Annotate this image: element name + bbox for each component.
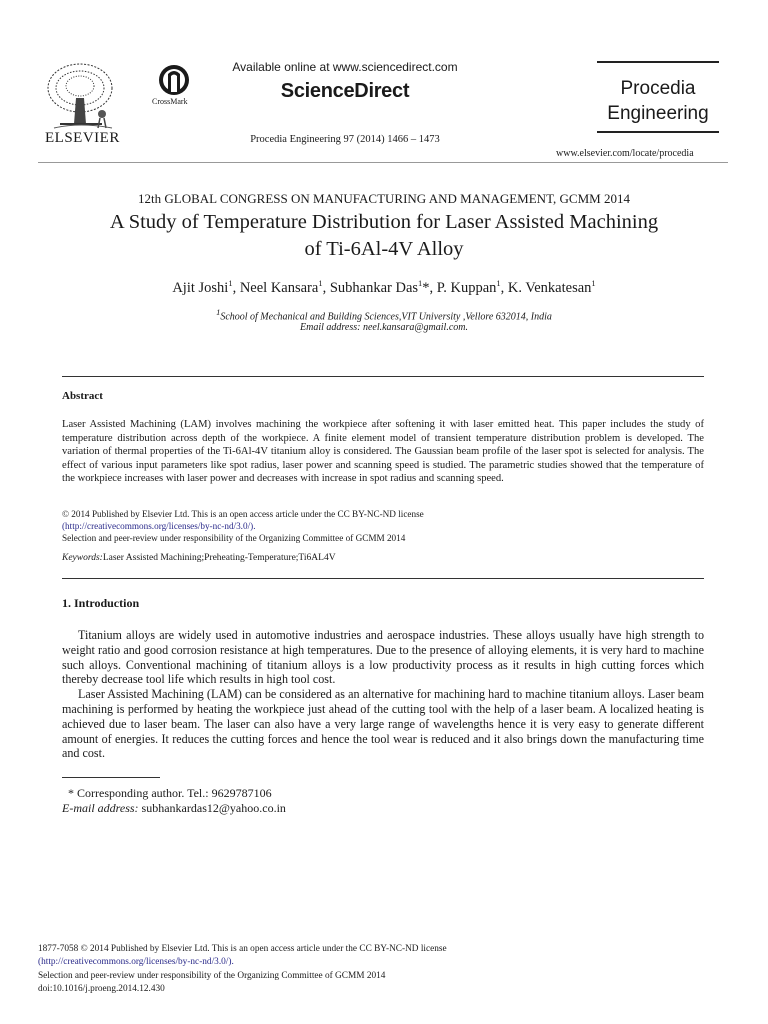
- sciencedirect-wordmark[interactable]: ScienceDirect: [280, 80, 410, 102]
- abstract-bottom-rule: [62, 578, 704, 579]
- section-heading: 1. Introduction: [62, 596, 140, 610]
- author-separator: *,: [422, 279, 437, 296]
- journal-name-line1: Procedia: [620, 78, 696, 99]
- doi[interactable]: doi:10.1016/j.proeng.2014.12.430: [38, 984, 165, 994]
- author-separator: ,: [500, 279, 508, 296]
- author-affiliation-mark: 1: [418, 278, 423, 288]
- keywords-text: Laser Assisted Machining;Preheating-Temperature;Ti6AL4V: [102, 553, 336, 563]
- author-name: Subhankar Das: [329, 279, 419, 296]
- abstract-top-rule: [62, 376, 704, 377]
- author-affiliation-mark: 1: [591, 278, 596, 288]
- introduction-body: [62, 628, 704, 761]
- paragraph: Laser Assisted Machining (LAM) can be considered as an alternative for machining hard to machine titanium alloys. Laser beam machining is performed by heating the workpiece just ahead of the cutting tool with the help of a laser beam. A localized heating is achieved due to laser beam. The laser can also have a very large range of wavelengths hence it is very easy to generate different amount of energies. It reduces the cutting forces and hence the tool wear is reduced and it also brings down the manufacturing time and cost.: [62, 687, 704, 761]
- peer-review-note: Selection and peer-review under responsibility of the Organizing Committee of GCMM 2014: [62, 533, 406, 543]
- journal-box-bottom-rule: [597, 131, 719, 133]
- keywords: [62, 553, 336, 563]
- author-separator: ,: [232, 279, 240, 296]
- available-online-text: Available online at www.sciencedirect.com: [232, 60, 458, 74]
- paper-title-line2: of Ti-6Al-4V Alloy: [304, 238, 464, 260]
- author-affiliation-mark: 1: [228, 278, 233, 288]
- author-name: Ajit Joshi: [172, 279, 229, 296]
- author-affiliation-mark: 1: [318, 278, 323, 288]
- footnote-marker: *: [68, 786, 74, 800]
- paragraph: Titanium alloys are widely used in automotive industries and aerospace industries. These alloys usually have high strength to weight ratio and good corrosion resistance at high temperatures. Due to the presence of alloying elements, it is very hard to machine such alloys. Conventional machining of titanium alloys is a low productivity process as it results in high cutting forces which thereby decrease tool life which results in high tool cost.: [62, 628, 704, 687]
- author-name: Neel Kansara: [239, 279, 319, 296]
- publisher-wordmark: ELSEVIER: [45, 130, 120, 146]
- author-affiliation-mark: 1: [496, 278, 501, 288]
- corresponding-email: [62, 801, 286, 816]
- paper-title: [0, 209, 768, 263]
- affiliation-text: School of Mechanical and Building Sciences,VIT University ,Vellore 632014, India: [220, 311, 552, 323]
- email-label: E-mail address:: [62, 801, 139, 815]
- journal-name: [597, 76, 719, 126]
- author-list: [0, 278, 768, 297]
- bottom-license-link[interactable]: (http://creativecommons.org/licenses/by-nc-nd/3.0/).: [38, 957, 234, 967]
- author-separator: ,: [322, 279, 330, 296]
- paper-title-line1: A Study of Temperature Distribution for Laser Assisted Machining: [109, 211, 659, 233]
- header-divider: [38, 162, 728, 163]
- license-statement: © 2014 Published by Elsevier Ltd. This is an open access article under the CC BY-NC-ND license: [62, 509, 424, 519]
- contact-email: Email address: neel.kansara@gmail.com.: [300, 322, 468, 333]
- author-name: P. Kuppan: [436, 279, 497, 296]
- issn-license-line: 1877-7058 © 2014 Published by Elsevier Ltd. This is an open access article under the CC BY-NC-ND license: [38, 944, 447, 954]
- abstract-text: Laser Assisted Machining (LAM) involves machining the workpiece after softening it with laser emitted heat. This paper includes the study of temperature distribution across depth of the workpiece. A finite element model of transient temperature distribution problem is developed. The variation of thermal properties of the Ti-6Al-4V titanium alloy is considered. The Gaussian beam profile of the laser spot is selected for analysis. The effect of various input parameters like spot radius, laser power and scanning speed is studied. The parametric studies showed that the temperature of the workpiece increases with laser power and decreases with increase in spot radius and scanning speed.: [62, 419, 704, 484]
- journal-box-top-rule: [597, 61, 719, 63]
- email-value[interactable]: subhankardas12@yahoo.co.in: [138, 801, 286, 815]
- congress-name: 12th GLOBAL CONGRESS ON MANUFACTURING AND MANAGEMENT, GCMM 2014: [138, 191, 630, 206]
- corresponding-author-note: [68, 786, 272, 801]
- journal-url[interactable]: www.elsevier.com/locate/procedia: [556, 148, 694, 159]
- keywords-label: Keywords:: [62, 553, 103, 563]
- abstract-heading: Abstract: [62, 390, 103, 402]
- author-name: K. Venkatesan: [507, 279, 592, 296]
- journal-citation: Procedia Engineering 97 (2014) 1466 – 1473: [250, 134, 440, 145]
- bottom-peer-review: Selection and peer-review under responsibility of the Organizing Committee of GCMM 2014: [38, 971, 386, 981]
- journal-name-line2: Engineering: [607, 103, 709, 124]
- affiliation: [0, 307, 768, 322]
- license-link[interactable]: (http://creativecommons.org/licenses/by-nc-nd/3.0/).: [62, 521, 256, 531]
- corresponding-author-text: Corresponding author. Tel.: 9629787106: [74, 786, 272, 800]
- affiliation-mark: 1: [216, 307, 221, 317]
- footnote-rule: [62, 777, 160, 778]
- crossmark-label: CrossMark: [152, 97, 188, 106]
